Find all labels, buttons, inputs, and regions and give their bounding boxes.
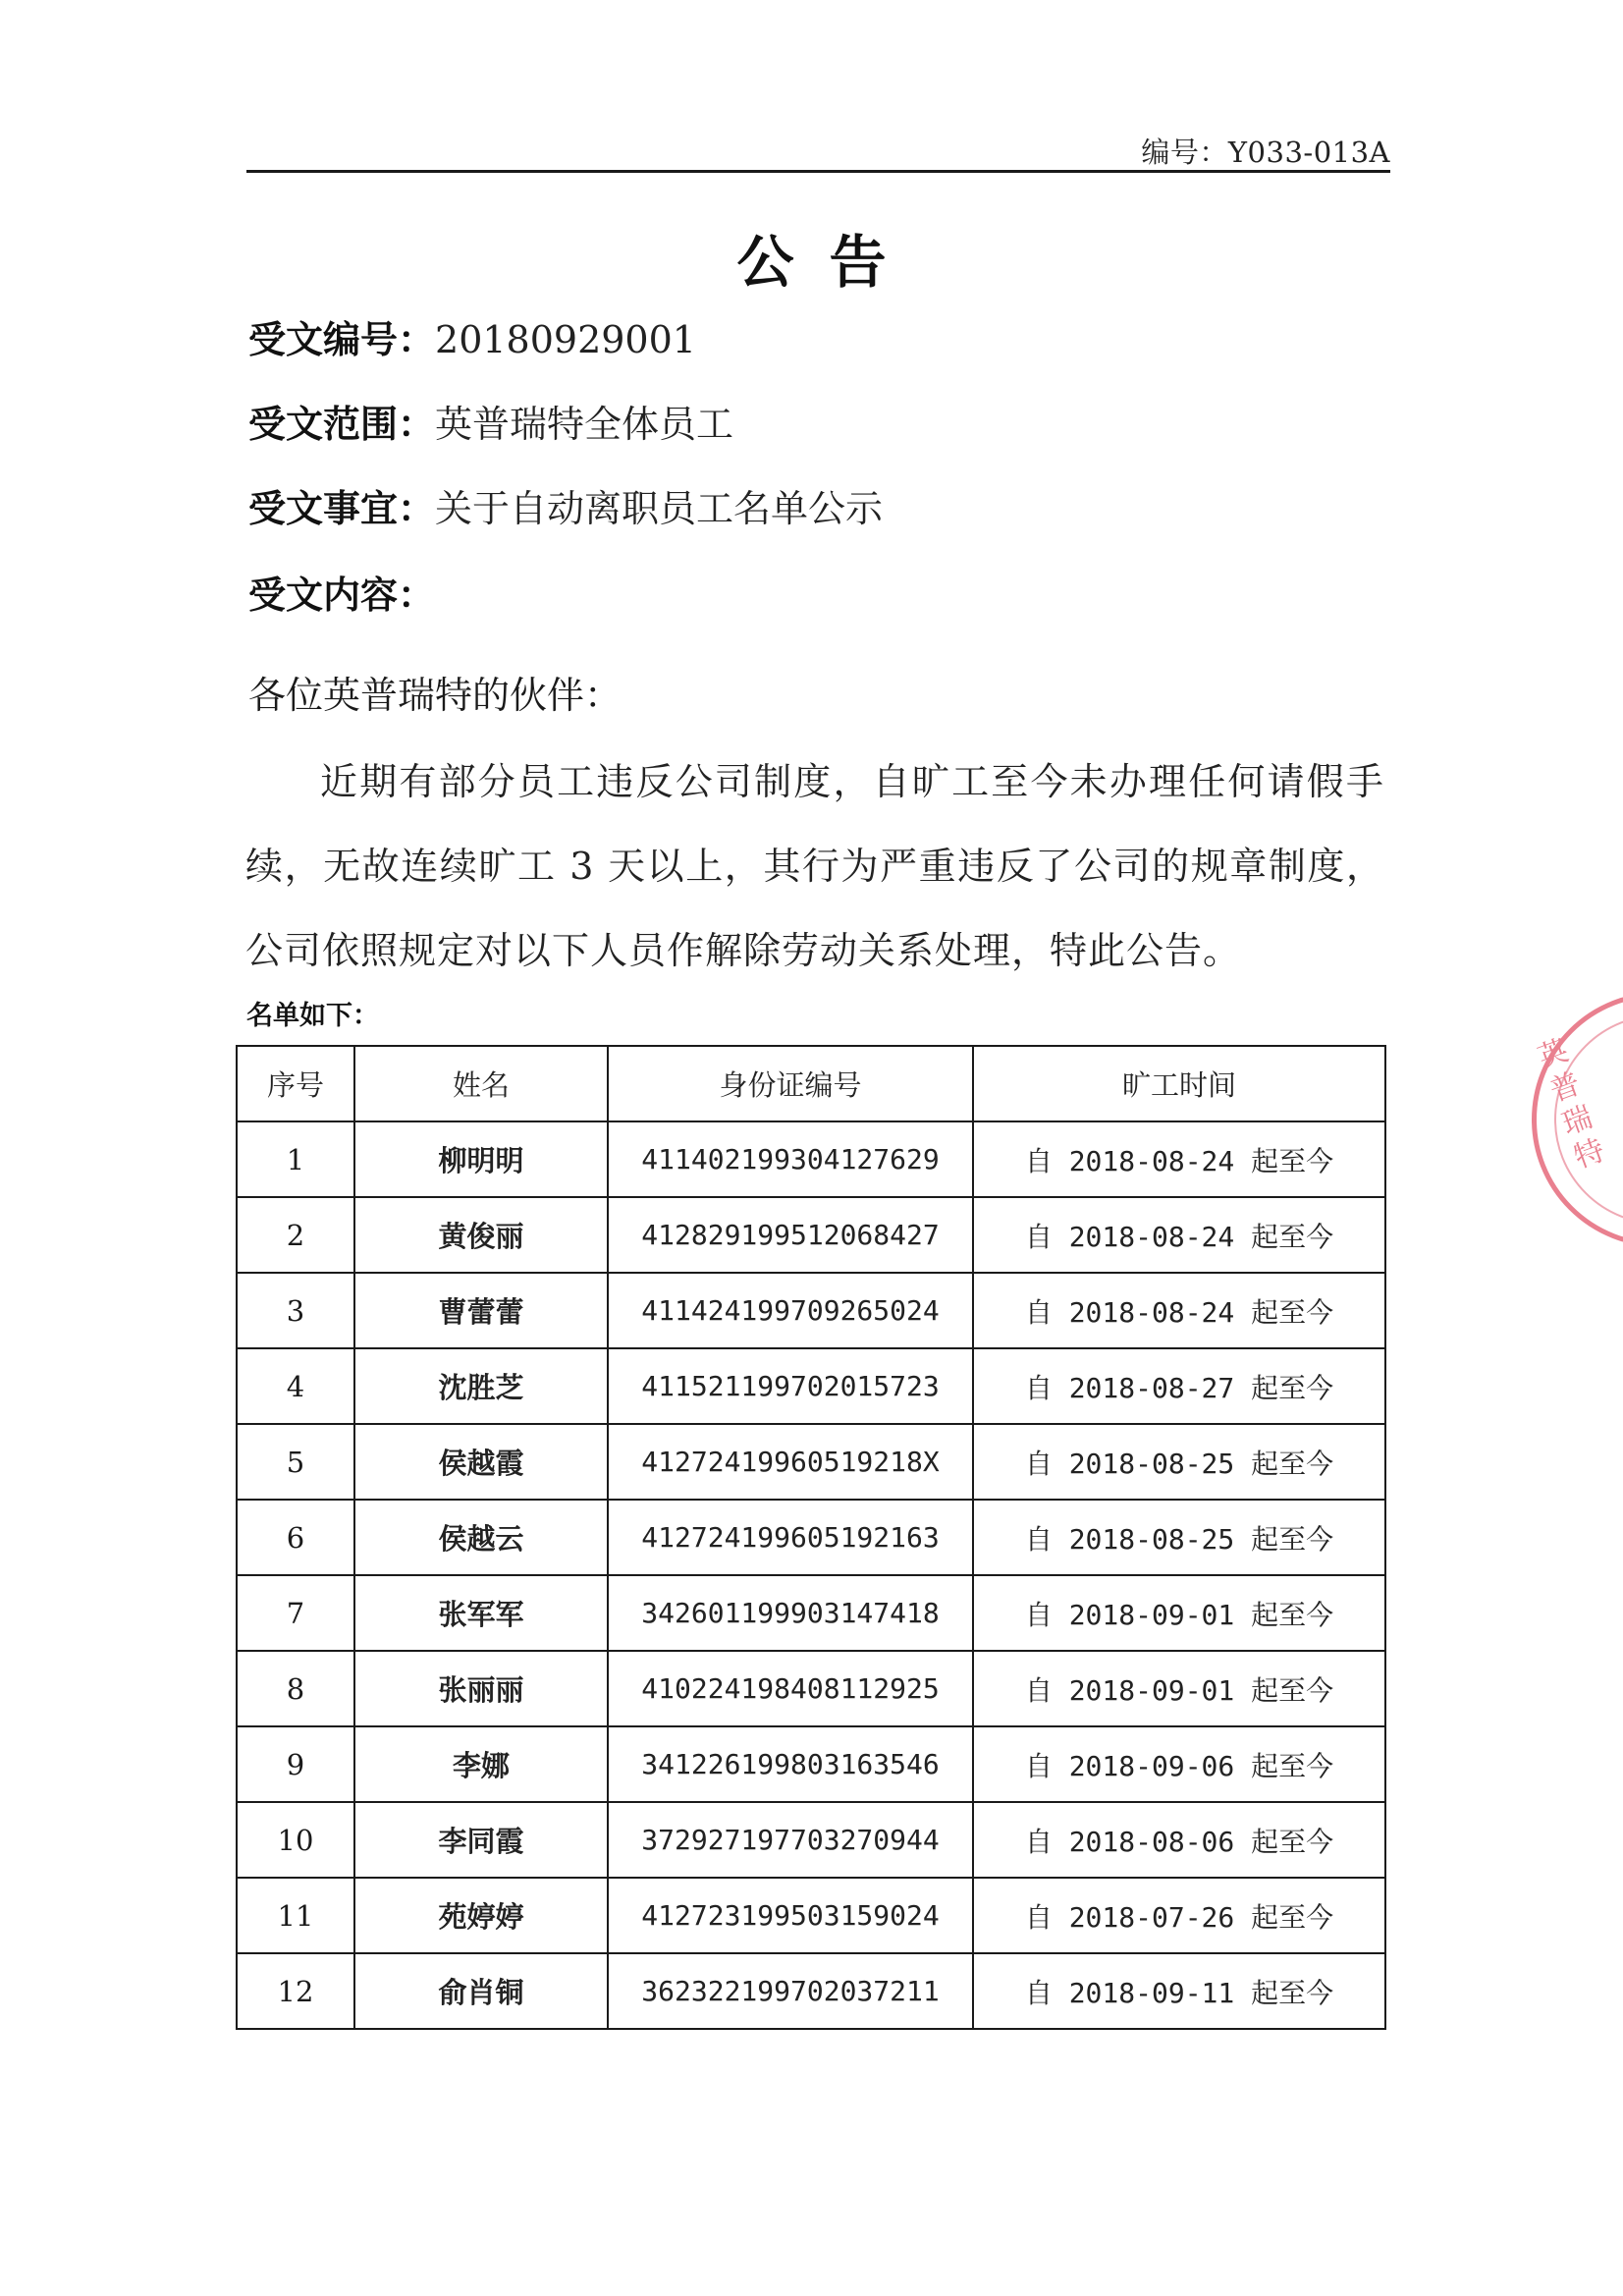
cell-seq: 10 — [237, 1802, 354, 1878]
cell-name: 沈胜芝 — [354, 1348, 608, 1424]
cell-absence-period: 自 2018-09-11 起至今 — [973, 1953, 1385, 2029]
cell-absence-period: 自 2018-08-24 起至今 — [973, 1197, 1385, 1273]
field-scope-value: 英普瑞特全体员工 — [435, 403, 734, 446]
table-row — [237, 1197, 1385, 1273]
header-period: 旷工时间 — [973, 1046, 1385, 1121]
cell-id-number: 342601199903147418 — [608, 1575, 973, 1651]
cell-absence-period: 自 2018-08-25 起至今 — [973, 1500, 1385, 1575]
cell-id-number: 412724199605192163 — [608, 1500, 973, 1575]
cell-id-number: 411402199304127629 — [608, 1121, 973, 1197]
cell-seq: 3 — [237, 1273, 354, 1348]
table-row — [237, 1651, 1385, 1726]
field-doc-no — [248, 318, 696, 361]
cell-absence-period: 自 2018-07-26 起至今 — [973, 1878, 1385, 1953]
cell-name: 侯越云 — [354, 1500, 608, 1575]
field-doc-no-label: 受文编号： — [248, 318, 436, 361]
field-doc-no-value: 20180929001 — [435, 318, 696, 361]
cell-seq: 11 — [237, 1878, 354, 1953]
table-body — [237, 1121, 1385, 2029]
cell-name: 张军军 — [354, 1575, 608, 1651]
cell-name: 张丽丽 — [354, 1651, 608, 1726]
cell-name: 侯越霞 — [354, 1424, 608, 1500]
cell-absence-period: 自 2018-08-24 起至今 — [973, 1121, 1385, 1197]
cell-id-number: 411521199702015723 — [608, 1348, 973, 1424]
table-row — [237, 1575, 1385, 1651]
cell-seq: 2 — [237, 1197, 354, 1273]
company-seal — [1528, 992, 1623, 1247]
cell-id-number: 412829199512068427 — [608, 1197, 973, 1273]
cell-id-number: 372927197703270944 — [608, 1802, 973, 1878]
list-label: 名单如下： — [246, 1001, 379, 1031]
cell-name: 曹蕾蕾 — [354, 1273, 608, 1348]
cell-name: 黄俊丽 — [354, 1197, 608, 1273]
document-title: 公告 — [736, 229, 922, 296]
table-row — [237, 1348, 1385, 1424]
field-scope — [248, 403, 734, 446]
employee-table — [236, 1045, 1386, 2030]
cell-id-number: 41272419960519218X — [608, 1424, 973, 1500]
cell-name: 柳明明 — [354, 1121, 608, 1197]
cell-absence-period: 自 2018-09-01 起至今 — [973, 1575, 1385, 1651]
cell-name: 李娜 — [354, 1726, 608, 1802]
header-id: 身份证编号 — [608, 1046, 973, 1121]
cell-name: 俞肖铜 — [354, 1953, 608, 2029]
field-content-label: 受文内容： — [248, 574, 436, 617]
table-row — [237, 1424, 1385, 1500]
cell-id-number: 341226199803163546 — [608, 1726, 973, 1802]
cell-absence-period: 自 2018-08-06 起至今 — [973, 1802, 1385, 1878]
cell-id-number: 412723199503159024 — [608, 1878, 973, 1953]
cell-absence-period: 自 2018-09-06 起至今 — [973, 1726, 1385, 1802]
seal-text: 英普瑞特 — [1528, 1034, 1609, 1179]
field-scope-label: 受文范围： — [248, 403, 436, 446]
document-number: 编号：Y033-013A — [1141, 136, 1390, 169]
cell-seq: 8 — [237, 1651, 354, 1726]
cell-id-number: 410224198408112925 — [608, 1651, 973, 1726]
cell-id-number: 411424199709265024 — [608, 1273, 973, 1348]
field-content — [248, 574, 436, 617]
cell-seq: 1 — [237, 1121, 354, 1197]
cell-id-number: 362322199702037211 — [608, 1953, 973, 2029]
table-row — [237, 1500, 1385, 1575]
table-header-row — [237, 1046, 1385, 1121]
cell-seq: 5 — [237, 1424, 354, 1500]
cell-seq: 7 — [237, 1575, 354, 1651]
field-matter — [248, 487, 884, 530]
cell-seq: 6 — [237, 1500, 354, 1575]
cell-seq: 4 — [237, 1348, 354, 1424]
field-matter-value: 关于自动离职员工名单公示 — [435, 487, 884, 530]
table-row — [237, 1802, 1385, 1878]
cell-seq: 9 — [237, 1726, 354, 1802]
table-row — [237, 1953, 1385, 2029]
cell-absence-period: 自 2018-08-24 起至今 — [973, 1273, 1385, 1348]
cell-absence-period: 自 2018-09-01 起至今 — [973, 1651, 1385, 1726]
cell-seq: 12 — [237, 1953, 354, 2029]
table-row — [237, 1121, 1385, 1197]
header-seq: 序号 — [237, 1046, 354, 1121]
header-divider — [246, 170, 1390, 173]
header-name: 姓名 — [354, 1046, 608, 1121]
table-row — [237, 1726, 1385, 1802]
cell-name: 苑婷婷 — [354, 1878, 608, 1953]
cell-absence-period: 自 2018-08-27 起至今 — [973, 1348, 1385, 1424]
notice-body: 近期有部分员工违反公司制度，自旷工至今未办理任何请假手续，无故连续旷工 3 天以上，其行为严重违反了公司的规章制度，公司依照规定对以下人员作解除劳动关系处理，特此公告。 — [245, 760, 1384, 972]
table-row — [237, 1878, 1385, 1953]
greeting: 各位英普瑞特的伙伴： — [248, 674, 622, 717]
field-matter-label: 受文事宜： — [248, 487, 436, 530]
cell-name: 李同霞 — [354, 1802, 608, 1878]
table-row — [237, 1273, 1385, 1348]
cell-absence-period: 自 2018-08-25 起至今 — [973, 1424, 1385, 1500]
